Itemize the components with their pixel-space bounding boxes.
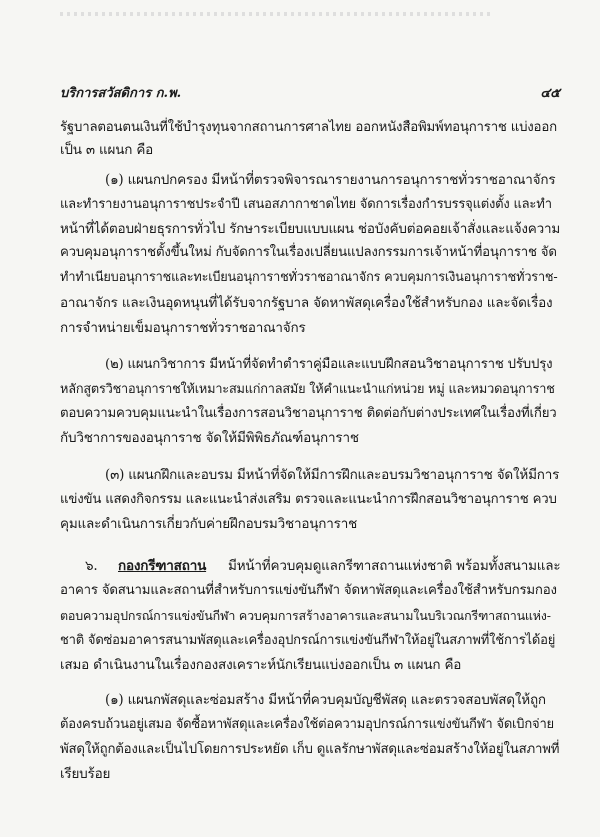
list-item-1-heading: (๑) แผนกปกครอง มีหน้าที่ตรวจพิจารณารายงานการอนุการาชทั่วราชอาณาจักร <box>105 172 556 188</box>
text-line: และทำรายงานอนุการาชประจำปี เสนอสภากาชาดไทย จัดการเรื่องกำรบรรจุแต่งตั้ง และทำ <box>60 197 552 212</box>
text-line: ตอบความควบคุมแนะนำในเรื่องการสอนวิชาอนุการาช ติดต่อกับต่างประเทศในเรื่องที่เกี่ยว <box>60 406 557 421</box>
text-line: หน้าที่ได้ตอบฝ่ายธุรการทั่วไป รักษาระเบียบแบบแผน ช่อบังคับต่อคอยเจ้าสั่งและแจ้งความ <box>60 221 561 237</box>
text-line: มีหน้าที่ควบคุมดูแลกรีฑาสถานแห่งชาติ พร้อมทั้งสนามและ <box>228 558 561 574</box>
text-line: กับวิชาการของอนุการาช จัดให้มีพิพิธภัณฑ์อนุการาช <box>60 430 359 446</box>
running-title: บริการสวัสดิการ ก.พ. <box>60 86 182 101</box>
text-line: พัสดุให้ถูกต้องและเป็นไปโดยการประหยัด เก็บ ดูแลรักษาพัสดุและซ่อมสร้างให้อยู่ในสภาพที่ <box>60 742 560 757</box>
page-header <box>60 82 560 104</box>
text-line: ตอบความอุปกรณ์การแข่งขันกีฬา ควบคุมการสร้างอาคารและสนามในบริเวณกรีฑาสถานแห่ง- <box>60 608 551 623</box>
list-item-2-heading: (๒) แผนกวิชาการ มีหน้าที่จัดทำตำราคู่มือและแบบฝึกสอนวิชาอนุการาช ปรับปรุง <box>105 357 553 372</box>
text-line: แข่งขัน แสดงกิจกรรม และแนะนำส่งเสริม ตรวจและแนะนำการฝึกสอนวิชาอนุการาช ควบ <box>60 492 557 507</box>
text-line: เรียบร้อย <box>60 766 111 782</box>
list-item-3-heading: (๓) แผนกฝึกและอบรม มีหน้าที่จัดให้มีการฝึกและอบรมวิชาอนุการาช จัดให้มีการ <box>105 467 560 483</box>
text-line: อาณาจักร และเงินอุดหนุนที่ได้รับจากรัฐบาล จัดหาพัสดุเครื่องใช้สำหรับกอง และจัดเรื่อง <box>60 295 553 311</box>
text-line: รัฐบาลตอนตนเงินที่ใช้บำรุงทุนจากสถานการศาลไทย ออกหนังสือพิมพ์ทอนุการาช แบ่งออก <box>60 120 557 135</box>
text-line: ทำทำเนียบอนุการาชและทะเบียนอนุการาชทั่วราชอาณาจักร ควบคุมการเงินอนุการาชทั่วราช- <box>60 270 558 285</box>
text-line: ควบคุมอนุการาชตั้งขึ้นใหม่ กับจัดการในเรื่องเปลี่ยนแปลงกรรมการเจ้าหน้าที่อนุการาช จัด <box>60 245 557 260</box>
section-number: ๖. <box>85 558 98 574</box>
scan-artifact <box>60 12 490 16</box>
text-line: เป็น ๓ แผนก คือ <box>60 142 154 158</box>
list-item-1-heading: (๑) แผนกพัสดุและซ่อมสร้าง มีหน้าที่ควบคุมบัญชีพัสดุ และตรวจสอบพัสดุให้ถูก <box>105 692 546 708</box>
text-line: หลักสูตรวิชาอนุการาชให้เหมาะสมแก่กาลสมัย ให้คำแนะนำแก่หน่วย หมู่ และหมวดอนุการาช <box>60 382 555 397</box>
text-line: การจำหน่ายเข็มอนุการาชทั่วราชอาณาจักร <box>60 320 306 336</box>
text-line: เสมอ ดำเนินงานในเรื่องกองสงเคราะห์นักเรียนแบ่งออกเป็น ๓ แผนก คือ <box>60 657 462 673</box>
text-line: คุมและดำเนินการเกี่ยวกับค่ายฝึกอบรมวิชาอนุการาช <box>60 516 358 532</box>
text-line: ต้องครบถ้วนอยู่เสมอ จัดซื้อหาพัสดุและเครื่องใช้ต่อความอุปกรณ์การแข่งขันกีฬา จัดเบิกจ่าย <box>60 717 554 732</box>
text-line: อาคาร จัดสนามและสถานที่สำหรับการแข่งขันกีฬา จัดหาพัสดุและเครื่องใช้สำหรับกรมกอง <box>60 583 557 598</box>
section-title: กองกรีฑาสถาน <box>118 558 207 574</box>
text-line: ชาติ จัดซ่อมอาคารสนามพัสดุและเครื่องอุปกรณ์การแข่งขันกีฬาให้อยู่ในสภาพที่ใช้การได้อยู่ <box>60 633 556 648</box>
page-number: ๔๕ <box>540 86 560 101</box>
